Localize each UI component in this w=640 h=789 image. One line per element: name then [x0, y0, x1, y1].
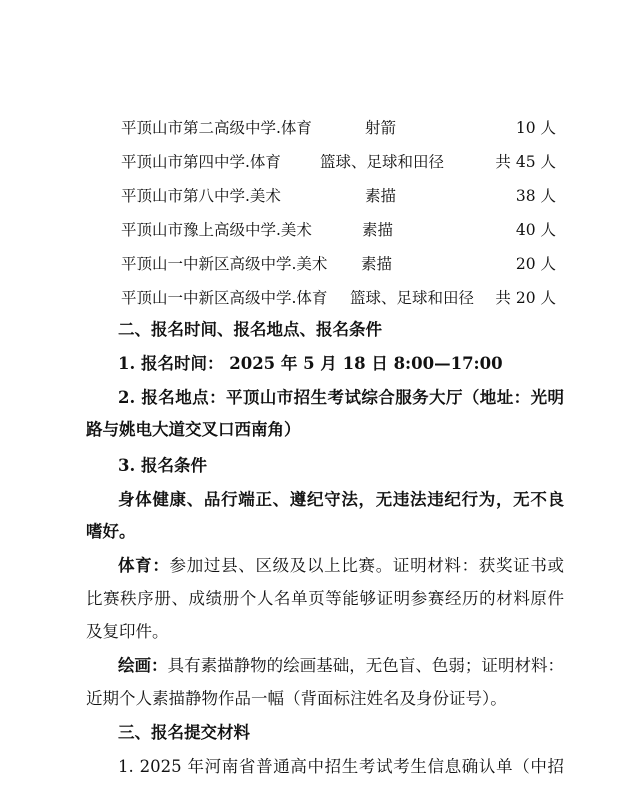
- quota-school: 平顶山市第四中学.体育: [121, 153, 281, 171]
- section-heading: 三、报名提交材料: [118, 723, 250, 742]
- registration-place: 2. 报名地点：平顶山市招生考试综合服务大厅（地址：光明: [118, 388, 564, 407]
- quota-row: [0, 247, 640, 281]
- conditions-text-cont: 嗜好。: [86, 522, 136, 541]
- sports-text: 参加过县、区级及以上比赛。证明材料：获奖证书或: [169, 556, 565, 575]
- art-label: 绘画：: [118, 656, 168, 675]
- quota-row: [0, 281, 640, 315]
- conditions-text: 身体健康、品行端正、遵纪守法，无违法违纪行为，无不良: [118, 490, 564, 509]
- registration-time: [118, 347, 564, 381]
- quota-count: 40 人: [515, 221, 556, 239]
- quota-sport: 篮球、足球和田径: [350, 289, 475, 307]
- quota-count: 20 人: [515, 255, 556, 273]
- quota-row: [0, 179, 640, 213]
- quota-count: 10 人: [515, 119, 556, 137]
- sports-requirement: [118, 549, 564, 583]
- registration-time-label: 1. 报名时间：: [118, 354, 224, 373]
- quota-sport: 素描: [362, 221, 394, 239]
- registration-place-cont: 路与姚电大道交叉口西南角）: [86, 420, 301, 439]
- quota-sport: 素描: [361, 255, 393, 273]
- quota-row: [0, 111, 640, 145]
- quota-sport: 素描: [365, 187, 397, 205]
- section-heading: 二、报名时间、报名地点、报名条件: [118, 320, 382, 339]
- materials-item: 1. 2025 年河南省普通高中招生考试考生信息确认单（中招: [118, 757, 564, 776]
- quota-count: 38 人: [515, 187, 556, 205]
- sports-label: 体育：: [118, 556, 170, 575]
- quota-count: 共 45 人: [495, 153, 556, 171]
- quota-sport: 篮球、足球和田径: [320, 153, 445, 171]
- quota-school: 平顶山市第二高级中学.体育: [121, 119, 312, 137]
- quota-school: 平顶山市豫上高级中学.美术: [121, 221, 312, 239]
- art-requirement-cont: 近期个人素描静物作品一幅（背面标注姓名及身份证号）。: [86, 689, 507, 708]
- sports-requirement-cont: 及复印件。: [86, 622, 169, 641]
- sports-requirement-cont: 比赛秩序册、成绩册个人名单页等能够证明参赛经历的材料原件: [86, 589, 564, 608]
- quota-school: 平顶山一中新区高级中学.美术: [121, 255, 328, 273]
- quota-row: [0, 213, 640, 247]
- quota-school: 平顶山一中新区高级中学.体育: [121, 289, 328, 307]
- art-requirement: [118, 649, 564, 683]
- art-text: 具有素描静物的绘画基础，无色盲、色弱；证明材料：: [167, 656, 565, 675]
- quota-row: [0, 145, 640, 179]
- conditions-heading: 3. 报名条件: [118, 456, 207, 475]
- registration-time-value: 2025 年 5 月 18 日 8:00—17:00: [229, 354, 503, 373]
- quota-count: 共 20 人: [495, 289, 556, 307]
- quota-school: 平顶山市第八中学.美术: [121, 187, 281, 205]
- quota-sport: 射箭: [365, 119, 397, 137]
